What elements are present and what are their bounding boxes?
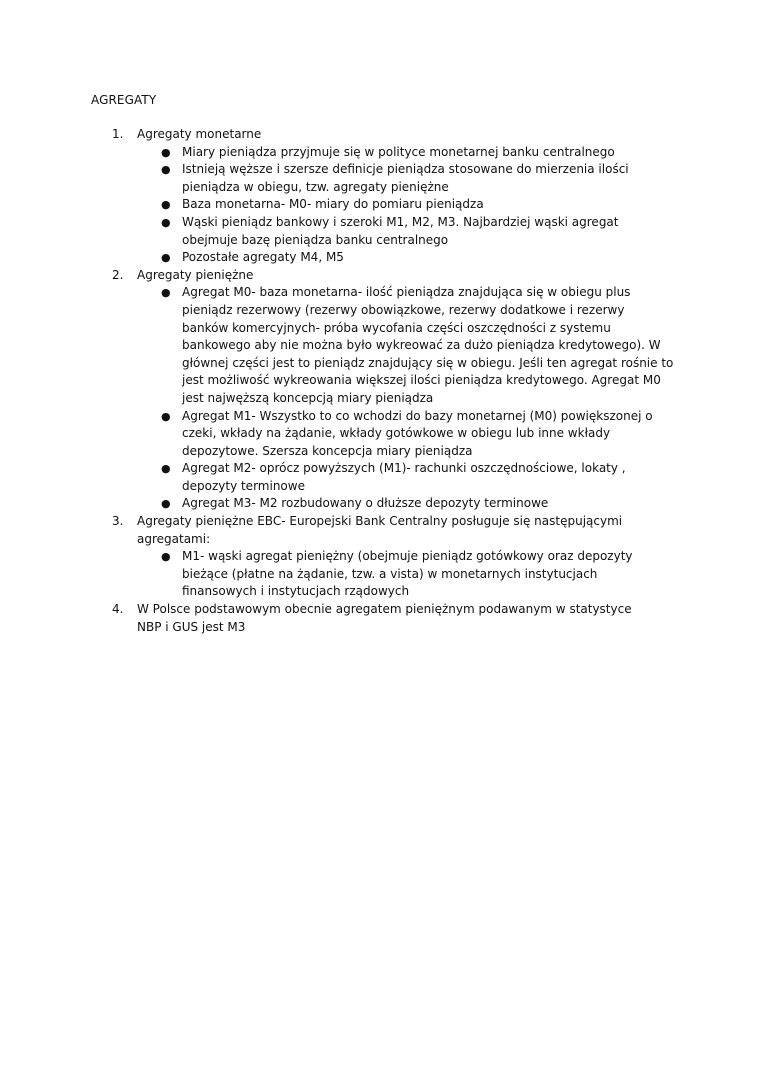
bullet-icon: ● <box>161 215 171 229</box>
bullet-icon: ● <box>161 145 171 159</box>
bullet-icon: ● <box>161 286 171 300</box>
bullet-icon: ● <box>161 550 171 564</box>
bullet-icon: ● <box>161 163 171 177</box>
section-heading: Agregaty pieniężne <box>137 267 254 282</box>
bullet-item <box>0 249 760 267</box>
bullet-list <box>0 144 760 267</box>
list-item-3 <box>0 513 760 601</box>
bullet-list <box>0 284 760 513</box>
list-item-1 <box>0 126 760 267</box>
list-number: 1. <box>112 127 124 141</box>
bullet-item <box>0 144 760 162</box>
bullet-icon: ● <box>161 251 171 265</box>
list-number: 2. <box>112 267 124 282</box>
bullet-text: Istnieją węższe i szersze definicje pieniądza stosowane do mierzenia ilości pieniądza w obiegu, tzw. agregaty pieniężne <box>182 162 629 194</box>
bullet-list <box>0 548 760 601</box>
bullet-icon: ● <box>161 409 171 423</box>
list-item-4 <box>0 601 760 636</box>
section-heading: W Polsce podstawowym obecnie agregatem pieniężnym podawanym w statystyce NBP i GUS jest M3 <box>137 602 632 634</box>
list-number: 3. <box>112 514 124 529</box>
bullet-text: M1- wąski agregat pieniężny (obejmuje pieniądz gotówkowy oraz depozyty bieżące (płatne na żądanie, tzw. a vista) w monetarnych instytucjach finansowych i instytucjach rządowych <box>182 549 633 599</box>
bullet-item <box>0 161 760 196</box>
bullet-text: Pozostałe agregaty M4, M5 <box>182 250 344 265</box>
bullet-item <box>0 408 760 461</box>
bullet-icon: ● <box>161 198 171 212</box>
bullet-text: Agregat M0- baza monetarna- ilość pieniądza znajdująca się w obiegu plus pieniądz rezerwowy (rezerwy obowiązkowe, rezerwy dodatkowe i rezerwy banków komercyjnych- próba wycofania części oszczędności z systemu bankowego aby nie można było wykreować za dużo pieniądza kredytowego). W głównej części jest to pieniądz znajdujący się w obiegu. Jeśli ten agregat rośnie to jest możliwość wykreowania większej ilości pieniądza kredytowego. Agregat M0 jest najwęższą koncepcją miary pieniądza <box>182 285 674 405</box>
numbered-list <box>0 126 760 636</box>
bullet-text: Wąski pieniądz bankowy i szeroki M1, M2, M3. Najbardziej wąski agregat obejmuje bazę pieniądza banku centralnego <box>182 214 619 247</box>
document-title: AGREGATY <box>91 93 157 107</box>
section-heading: Agregaty pieniężne EBC- Europejski Bank Centralny posługuje się następującymi agregatami: <box>137 514 623 546</box>
bullet-item <box>0 284 760 407</box>
bullet-item <box>0 460 760 495</box>
bullet-icon: ● <box>161 462 171 476</box>
bullet-item <box>0 548 760 601</box>
bullet-text: Agregat M3- M2 rozbudowany o dłuższe depozyty terminowe <box>182 496 549 511</box>
bullet-text: Agregat M1- Wszystko to co wchodzi do bazy monetarnej (M0) powiększonej o czeki, wkłady na żądanie, wkłady gotówkowe w obiegu lub inne wkłady depozytowe. Szersza koncepcja miary pieniądza <box>182 408 653 458</box>
bullet-text: Baza monetarna- M0- miary do pomiaru pieniądza <box>182 197 484 212</box>
bullet-item <box>0 196 760 214</box>
bullet-icon: ● <box>161 497 171 511</box>
section-heading: Agregaty monetarne <box>137 127 262 141</box>
bullet-item <box>0 214 760 249</box>
bullet-text: Agregat M2- oprócz powyższych (M1)- rachunki oszczędnościowe, lokaty , depozyty terminowe <box>182 461 626 493</box>
bullet-text: Miary pieniądza przyjmuje się w polityce monetarnej banku centralnego <box>182 144 615 159</box>
list-number: 4. <box>112 602 124 617</box>
bullet-item <box>0 495 760 513</box>
list-item-2 <box>0 267 760 513</box>
